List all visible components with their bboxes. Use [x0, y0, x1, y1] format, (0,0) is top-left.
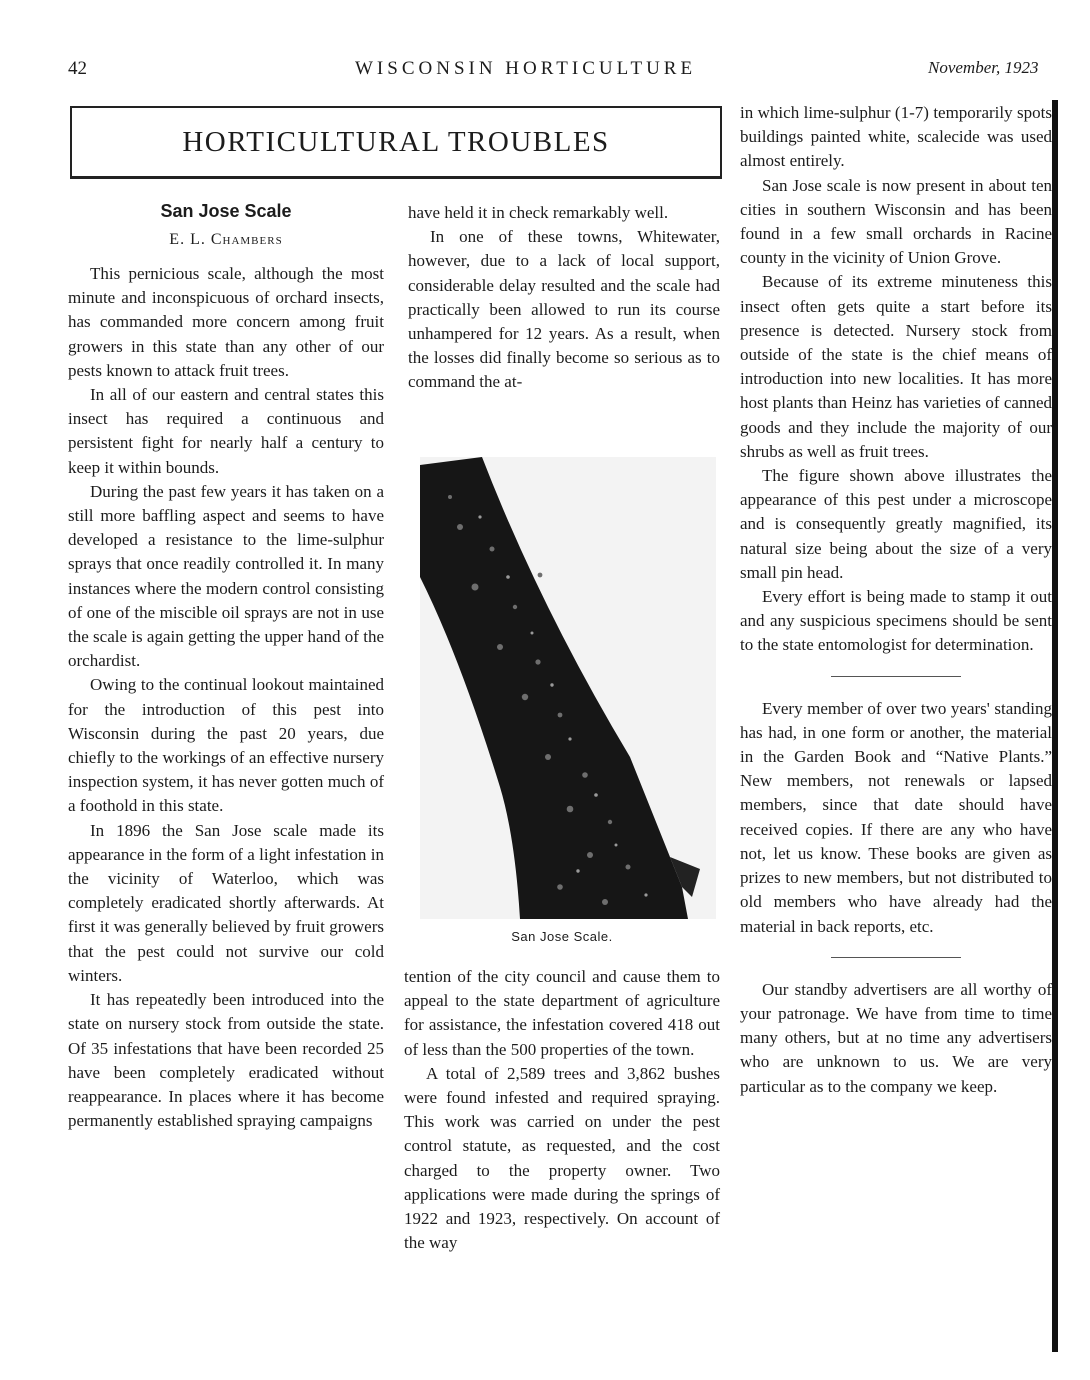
paragraph: Owing to the continual lookout maintained for the introduction of this pest into Wisconsin during the past 20 years, due chiefly to the workings of an effective nursery inspection system, it has never gotten much of a foothold in this state. — [68, 675, 384, 816]
left-column — [68, 262, 384, 1133]
section-title-box — [70, 106, 722, 179]
paragraph: In one of these towns, Whitewater, however, due to a lack of local support, considerable delay resulted and the scale had practically been allowed to run its course unhampered for 12 years. As a result, when the losses did finally become so serious as to command the at- — [408, 227, 720, 392]
section-divider — [831, 676, 961, 677]
paragraph: Because of its extreme minuteness this insect often gets quite a start before its presence is detected. Nursery stock from outside of the state is the chief means of introduction into new localities. It has more host plants than Heinz has varieties of canned goods and they include the majority of our shrubs as well as fruit trees. — [740, 272, 1052, 461]
paragraph: The figure shown above illustrates the appearance of this pest under a microscope and is consequently greatly magnified, its natural size being about the size of a very small pin head. — [740, 466, 1052, 582]
page-number: 42 — [68, 58, 87, 79]
article-byline: E. L. Chambers — [169, 231, 283, 248]
issue-date: November, 1923 — [928, 58, 1039, 77]
paragraph: have held it in check remarkably well. — [408, 203, 669, 222]
paragraph: In 1896 the San Jose scale made its appearance in the form of a light infestation in the vicinity of Waterloo, which was completely eradicated shortly afterwards. At first it was generally believed by fruit growers that the pest could not survive our cold winters. — [68, 820, 384, 985]
page-edge-shadow — [1052, 100, 1058, 1352]
paragraph: During the past few years it has taken on a still more baffling aspect and seems to have developed a resistance to the lime-sulphur sprays that once readily controlled it. In many instances where the modern control consisting of one of the miscible oil sprays are not in use the scale is again getting the upper hand of the orchardist. — [68, 481, 384, 671]
journal-title: WISCONSIN HORTICULTURE — [355, 58, 697, 79]
paragraph: It has repeatedly been introduced into the state on nursery stock from outside the state. Of 35 infestations that have been recorded 25 have been completely eradicated without reappearance. In places where it has become permanently established spraying campaigns — [68, 990, 384, 1131]
paragraph: This pernicious scale, although the most minute and inconspicuous of orchard insects, has commanded more concern among fruit growers in this state than any other of our pests known to attack fruit trees. — [68, 264, 384, 380]
paragraph: Every effort is being made to stamp it out and any suspicious specimens should be sent to the state entomologist for determination. — [740, 587, 1052, 655]
paragraph: in which lime-sulphur (1-7) temporarily spots buildings painted white, scalecide was used almost entirely. — [740, 103, 1052, 171]
san-jose-scale-photo — [420, 457, 716, 919]
right-column — [740, 101, 1052, 1099]
section-divider — [831, 957, 961, 958]
advertisers-note: Our standby advertisers are all worthy of your patronage. We have from time to time many others, but at no time any advertisers who are unknown to us. We are very particular as to the company we keep. — [740, 979, 1052, 1096]
garden-book-note: Every member of over two years' standing has had, in one form or another, the material in the Garden Book and “Native Plants.” New members, not renewals or lapsed members, since that date should have received copies. If there are any who have not, let us know. These books are given as prizes to new members, but not distributed to old members who have already had the material in back reports, etc. — [740, 698, 1052, 936]
figure-caption: San Jose Scale. — [511, 929, 613, 944]
section-title: HORTICULTURAL TROUBLES — [182, 125, 610, 158]
paragraph: San Jose scale is now present in about ten cities in southern Wisconsin and has been found in a few small orchards in Racine county in the vicinity of Union Grove. — [740, 175, 1052, 268]
paragraph: In all of our eastern and central states this insect has required a continuous and persistent fight for nearly half a century to keep it within bounds. — [68, 385, 384, 477]
article-heading: San Jose Scale — [160, 201, 292, 221]
paragraph: tention of the city council and cause them to appeal to the state department of agriculture for assistance, the infestation covered 418 out of less than the 500 properties of the town. — [404, 967, 720, 1059]
running-head — [0, 58, 1090, 84]
middle-column-bottom — [404, 965, 720, 1255]
magnified-branch-image — [420, 457, 716, 919]
paragraph: A total of 2,589 trees and 3,862 bushes were found infested and required spraying. This work was carried on under the pest control statute, as requested, and the cost charged to the property owner. Two applications were made during the springs of 1922 and 1923, respectively. On account of the way — [404, 1063, 720, 1253]
middle-column-top — [408, 201, 720, 395]
